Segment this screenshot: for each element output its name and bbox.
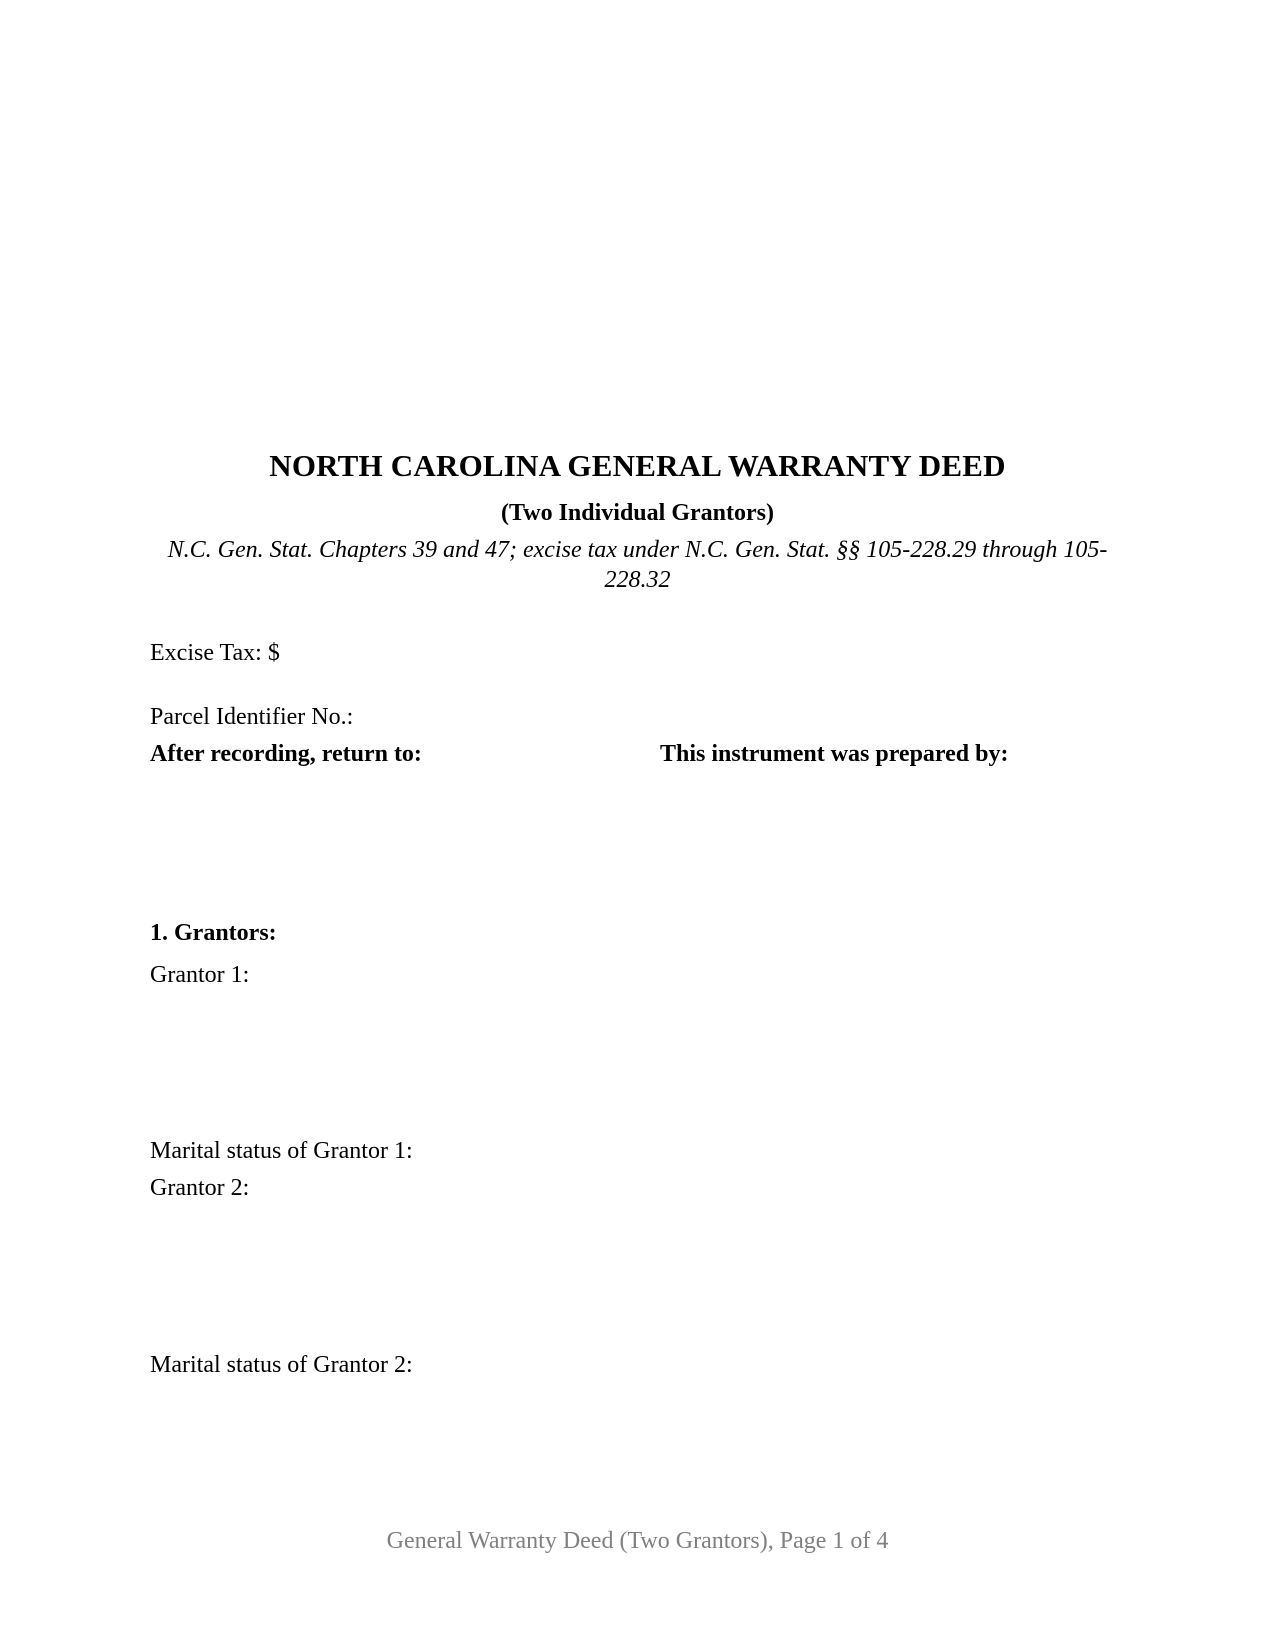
grantor1-label: Grantor 1: xyxy=(150,962,250,988)
parcel-id-field: Parcel Identifier No.: xyxy=(150,704,354,730)
grantors-heading: 1. Grantors: xyxy=(150,920,277,946)
grantor1-marital-status: Marital status of Grantor 1: xyxy=(150,1138,413,1164)
document-subtitle: (Two Individual Grantors) xyxy=(501,500,774,526)
document-title: NORTH CAROLINA GENERAL WARRANTY DEED xyxy=(269,448,1006,483)
grantor2-label: Grantor 2: xyxy=(150,1175,250,1201)
return-to-heading: After recording, return to: xyxy=(150,741,422,767)
prepared-by-heading: This instrument was prepared by: xyxy=(660,741,1009,767)
page-footer: General Warranty Deed (Two Grantors), Page 1 of 4 xyxy=(386,1528,889,1554)
excise-tax-field: Excise Tax: $ xyxy=(150,640,280,666)
statute-citation: N.C. Gen. Stat. Chapters 39 and 47; excise tax under N.C. Gen. Stat. §§ 105-228.29 through 105-228.32 xyxy=(167,537,1108,593)
grantor2-marital-status: Marital status of Grantor 2: xyxy=(150,1352,413,1378)
